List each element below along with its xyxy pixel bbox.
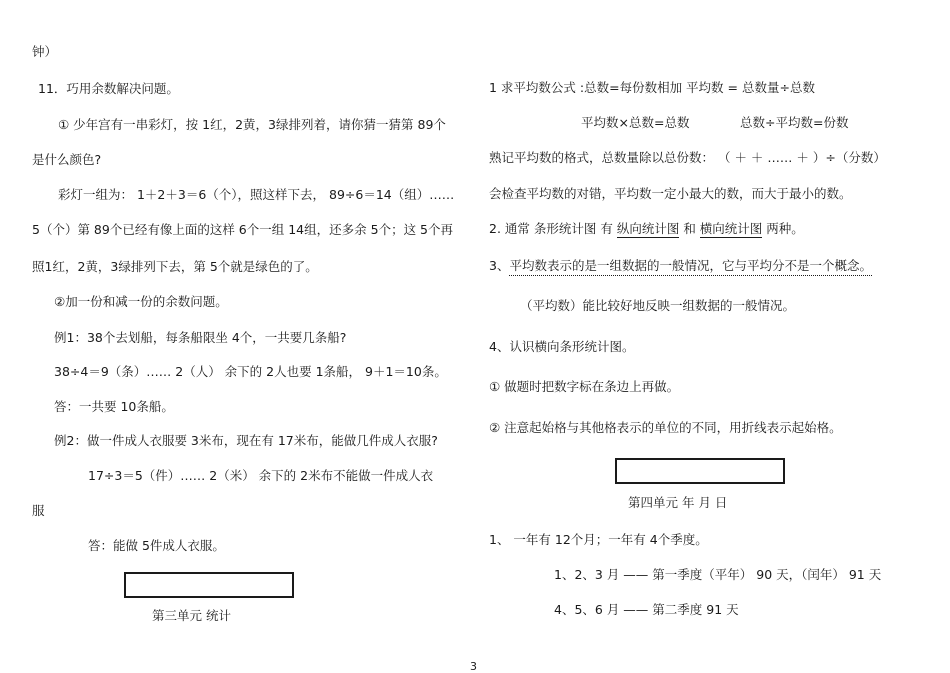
text-line (489, 258, 872, 274)
text-span: 2. 通常 条形统计图 有 (489, 221, 617, 236)
text-span: 3、 (489, 258, 510, 273)
text-line: 是什么颜色? (32, 152, 102, 167)
text-line: 答：一共要 10条船。 (54, 399, 174, 414)
text-line: 会检查平均数的对错，平均数一定小最大的数，而大于最小的数。 (489, 186, 852, 201)
text-line: 5（个）第 89个已经有像上面的这样 6个一组 14组，还多余 5个；这 5个再 (32, 222, 453, 237)
text-line: 4、认识横向条形统计图。 (489, 339, 635, 354)
text-line: 答：能做 5件成人衣服。 (88, 538, 225, 553)
text-line: 总数÷平均数=份数 (740, 115, 849, 130)
text-line: 38÷4＝9（条）…… 2（人） 余下的 2人也要 1条船， 9＋1＝10条。 (54, 364, 447, 379)
text-line: ②加一份和减一份的余数问题。 (54, 294, 228, 309)
text-line (489, 221, 804, 237)
underlined-term: 横向统计图 (699, 221, 763, 236)
text-line: ① 少年宫有一串彩灯，按 1红，2黄，3绿排列着，请你猜一猜第 89个 (58, 117, 446, 132)
text-line: 平均数×总数=总数 (581, 115, 690, 130)
unit-heading: 第三单元 统计 (152, 608, 231, 623)
text-line: 彩灯一组为： 1＋2＋3＝6（个），照这样下去， 89÷6＝14（组）…… (58, 187, 455, 202)
text-line: 4、5、6 月 —— 第二季度 91 天 (554, 602, 739, 617)
page-number: 3 (470, 660, 477, 673)
text-span: 两种。 (762, 221, 804, 236)
title-box (124, 572, 294, 598)
text-line: ② 注意起始格与其他格表示的单位的不同，用折线表示起始格。 (489, 420, 842, 435)
text-line: 钟） (32, 44, 58, 59)
text-line: 服 (32, 503, 45, 518)
section-heading: 11．巧用余数解决问题。 (38, 81, 179, 96)
text-line: 1 求平均数公式 :总数=每份数相加 平均数 = 总数量÷总数 (489, 80, 815, 95)
text-line: 1、2、3 月 —— 第一季度（平年） 90 天，（闰年） 91 天 (554, 567, 882, 582)
underlined-term: 纵向统计图 (616, 221, 680, 236)
text-line: 熟记平均数的格式，总数量除以总份数： （ ＋ ＋ …… ＋ ）÷（分数） (489, 150, 886, 165)
title-box (615, 458, 785, 484)
text-span: 和 (679, 221, 700, 236)
text-line: 例1：38个去划船，每条船限坐 4个，一共要几条船? (54, 330, 347, 345)
text-line: 例2：做一件成人衣服要 3米布，现在有 17米布，能做几件成人衣服? (54, 433, 438, 448)
text-line: 1、 一年有 12个月；一年有 4个季度。 (489, 532, 708, 547)
text-line: （平均数）能比较好地反映一组数据的一般情况。 (520, 298, 796, 313)
emphasized-text: 平均数表示的是一组数据的一般情况，它与平均分不是一个概念。 (509, 258, 872, 276)
unit-heading: 第四单元 年 月 日 (628, 495, 728, 510)
text-line: ① 做题时把数字标在条边上再做。 (489, 379, 680, 394)
text-line: 照1红，2黄，3绿排列下去，第 5个就是绿色的了。 (32, 259, 318, 274)
text-line: 17÷3＝5（件）…… 2（米） 余下的 2米布不能做一件成人衣 (88, 468, 434, 483)
